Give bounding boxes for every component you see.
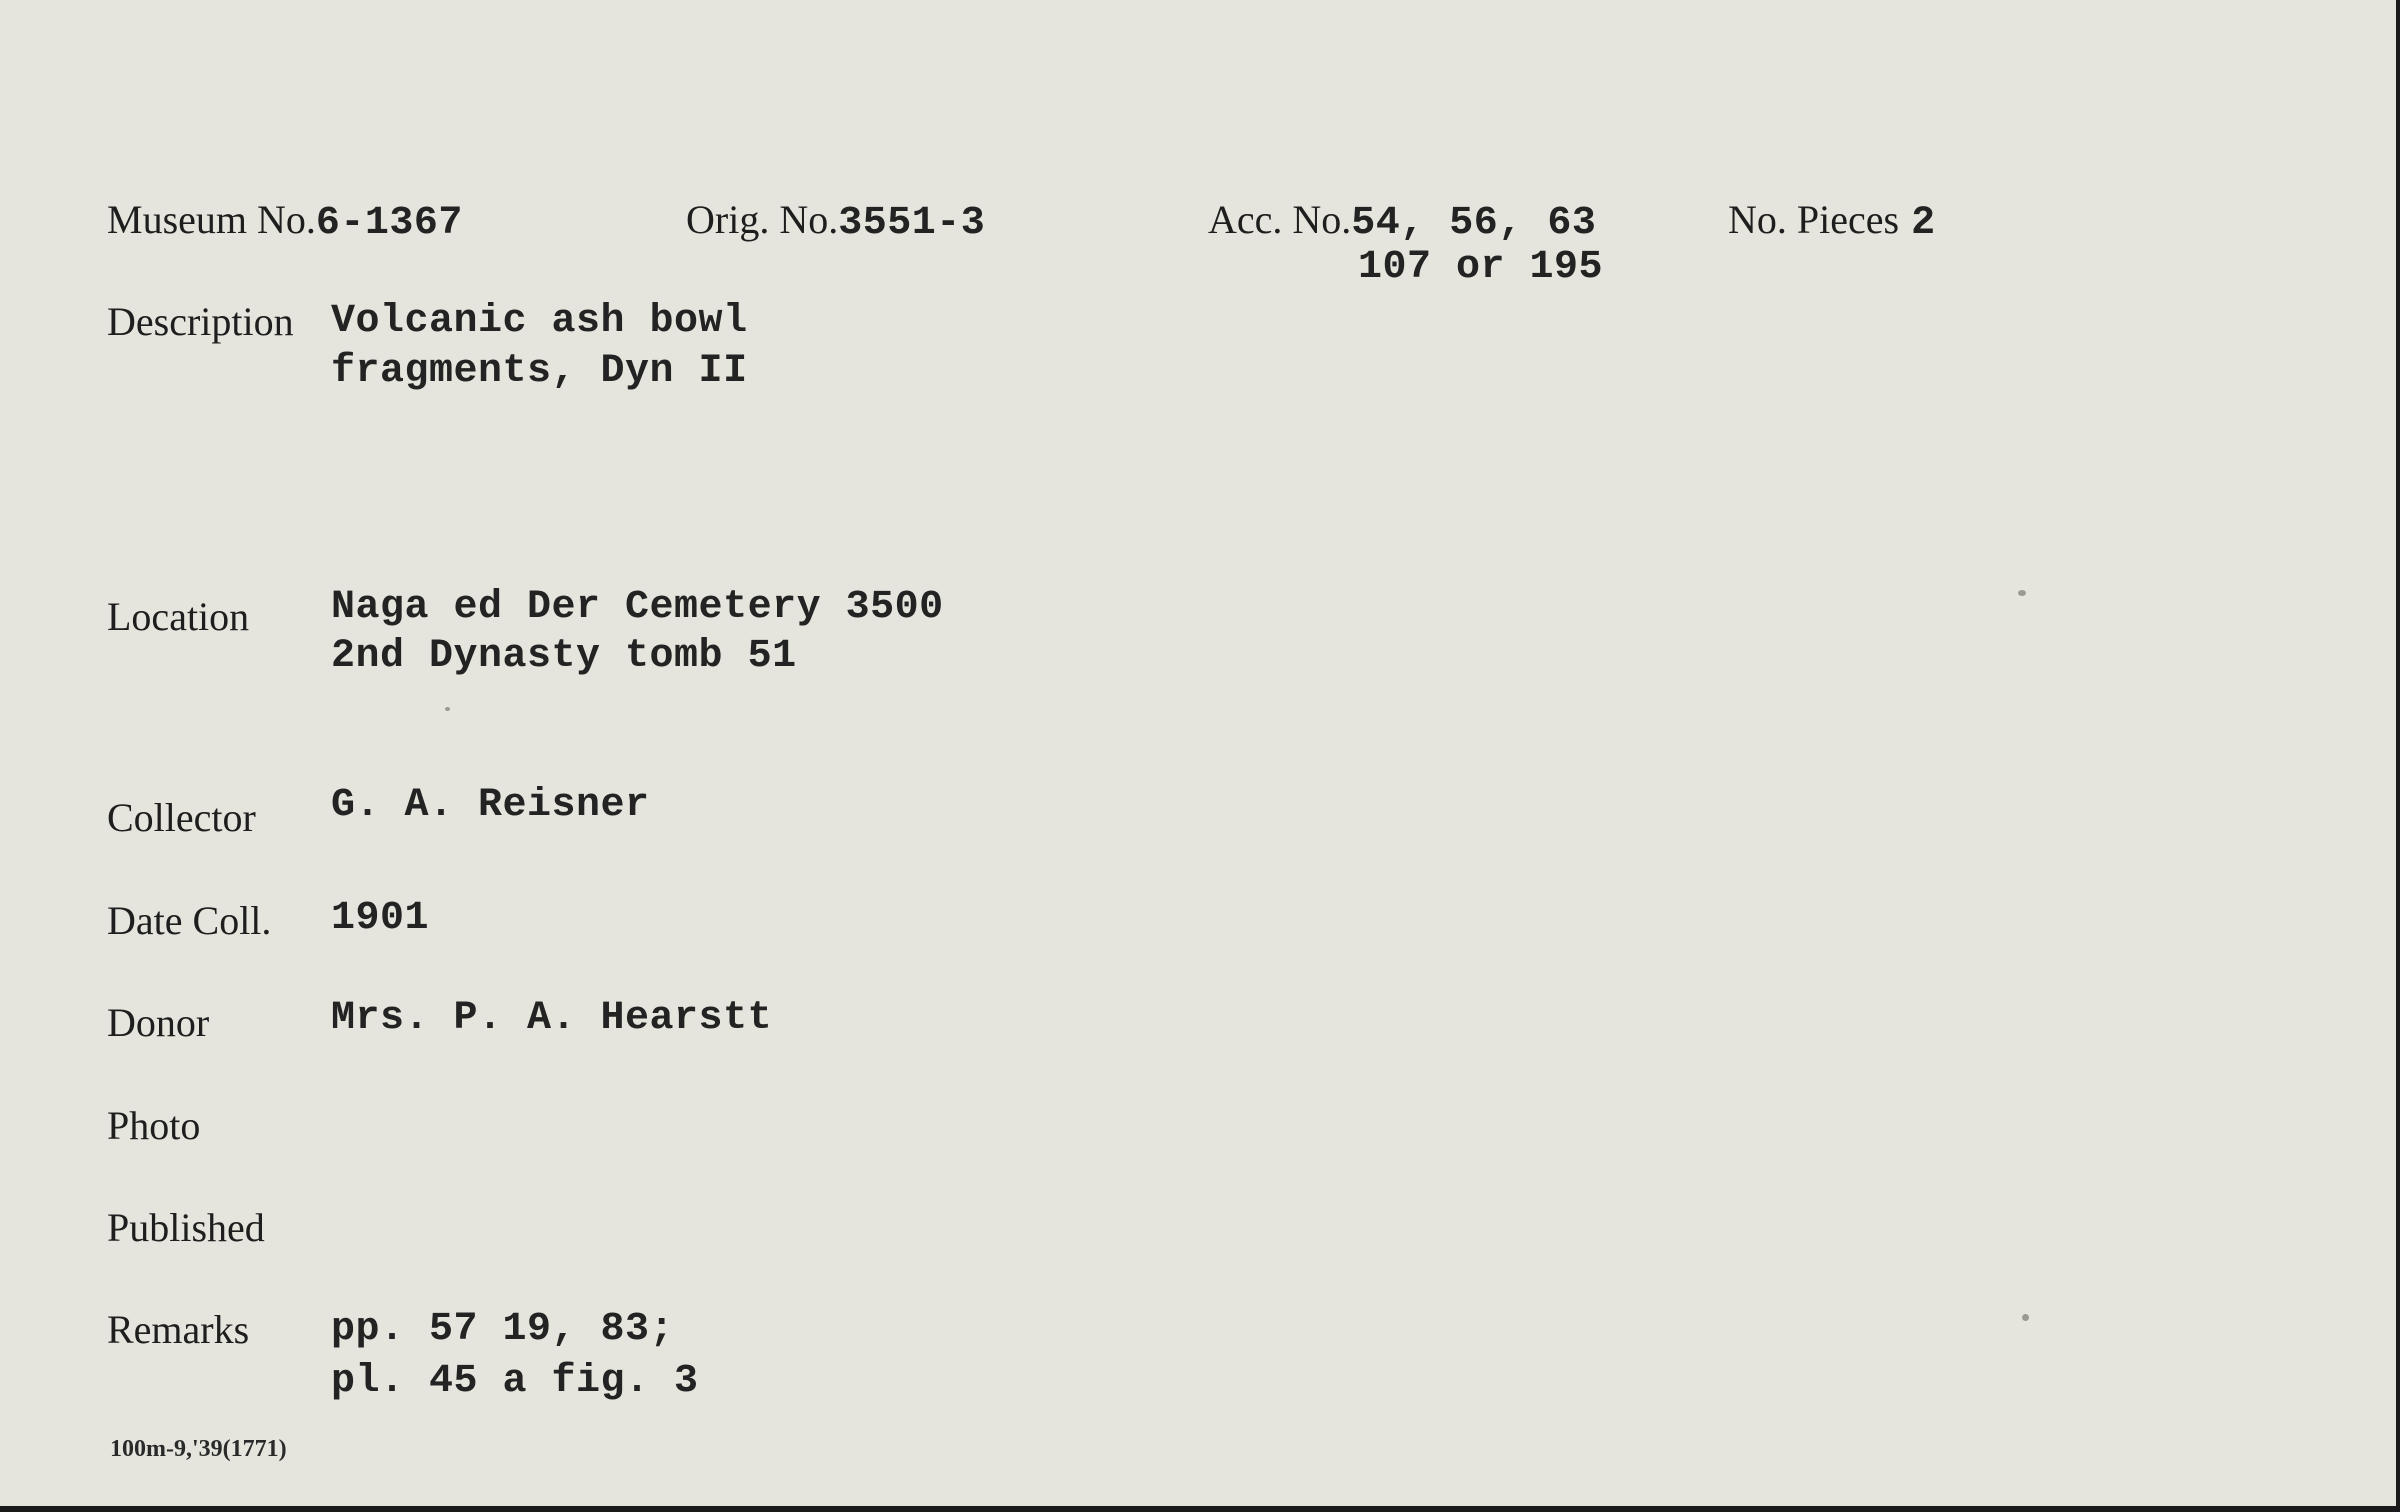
card-speck: [445, 707, 450, 711]
card-speck: [2022, 1314, 2029, 1321]
published-label: Published: [107, 1205, 265, 1250]
remarks-label: Remarks: [107, 1307, 250, 1352]
acc-no-label: Acc. No.: [1208, 197, 1352, 242]
collector-label: Collector: [107, 795, 256, 840]
location-label: Location: [107, 594, 250, 639]
museum-no-label: Museum No.: [107, 197, 316, 242]
description-label: Description: [107, 299, 294, 344]
location-line1: Naga ed Der Cemetery 3500: [331, 585, 944, 630]
remarks-line1: pp. 57 19, 83;: [331, 1307, 675, 1352]
collector-value: G. A. Reisner: [331, 783, 650, 828]
date-coll-value: 1901: [331, 896, 430, 941]
museum-no-field: [107, 197, 463, 246]
card-speck: [2018, 590, 2026, 596]
no-pieces-value: 2: [1911, 201, 1936, 246]
acc-no-field: [1208, 197, 1597, 246]
museum-no-value: 6-1367: [315, 201, 463, 246]
remarks-line2: pl. 45 a fig. 3: [331, 1359, 699, 1404]
description-line1: Volcanic ash bowl: [331, 299, 748, 344]
orig-no-field: [686, 197, 986, 246]
description-line2: fragments, Dyn II: [331, 349, 748, 394]
donor-label: Donor: [107, 1000, 210, 1045]
photo-label: Photo: [107, 1103, 201, 1148]
acc-no-value-line1: 54, 56, 63: [1351, 201, 1597, 246]
date-coll-label: Date Coll.: [107, 898, 272, 943]
acc-no-value-line2: 107 or 195: [1358, 245, 1604, 290]
footer-print-code: 100m-9,'39(1771): [110, 1436, 287, 1462]
no-pieces-label: No. Pieces: [1728, 197, 1900, 242]
no-pieces-field: [1728, 197, 1936, 246]
donor-value: Mrs. P. A. Hearstt: [331, 996, 773, 1041]
orig-no-value: 3551-3: [838, 201, 986, 246]
location-line2: 2nd Dynasty tomb 51: [331, 634, 797, 679]
orig-no-label: Orig. No.: [686, 197, 839, 242]
